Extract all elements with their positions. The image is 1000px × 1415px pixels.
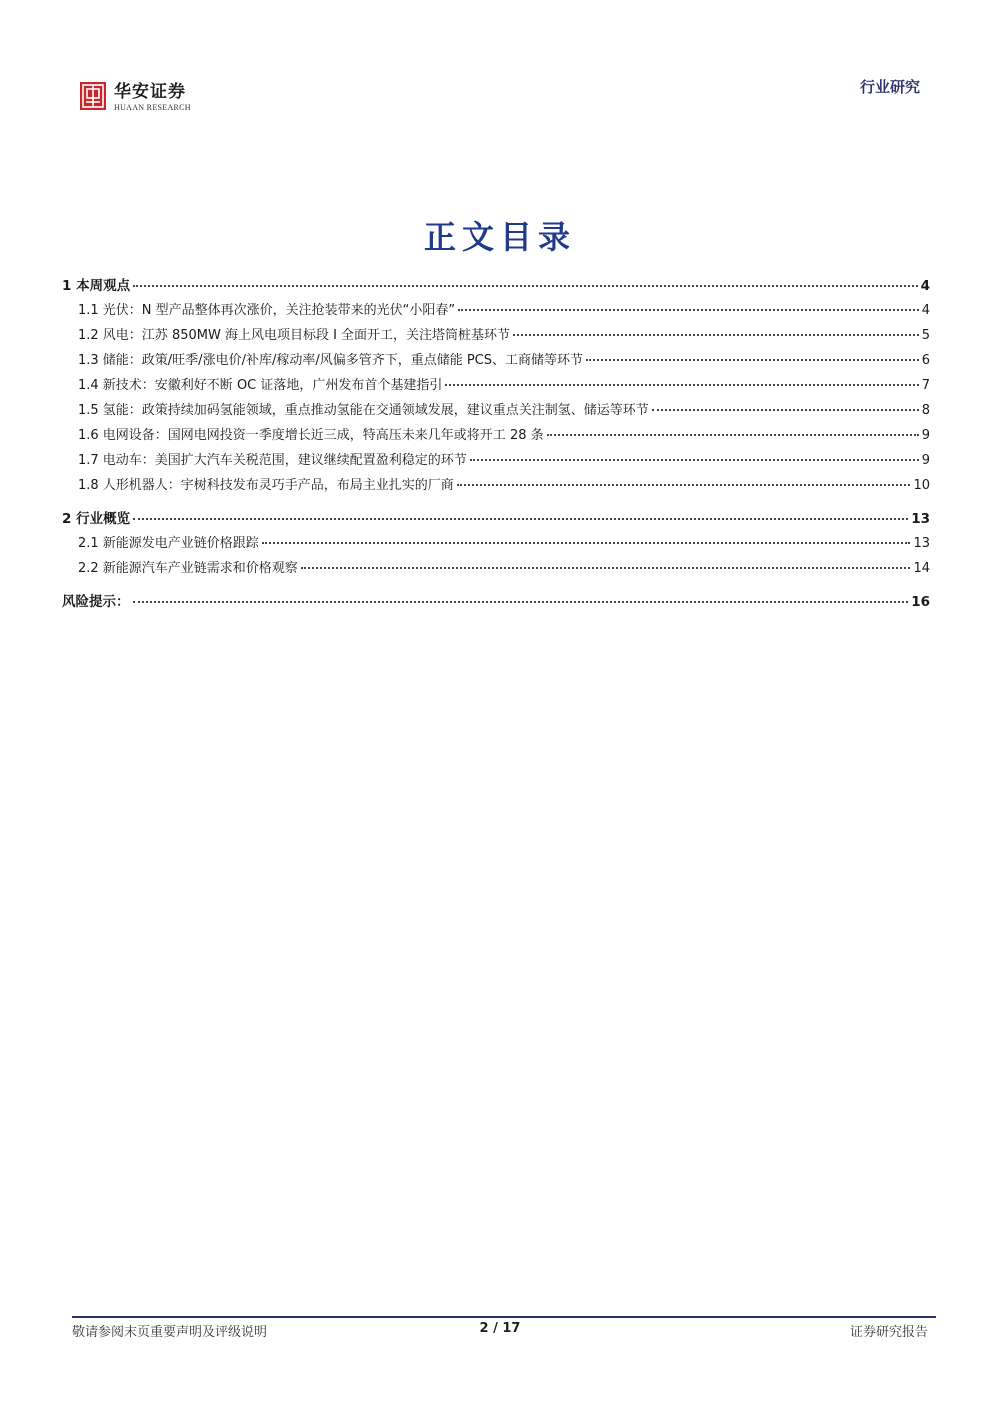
toc-entry[interactable] xyxy=(62,299,930,324)
toc-entry-page: 8 xyxy=(921,403,930,418)
toc-entry[interactable] xyxy=(62,324,930,349)
toc-entry-page: 13 xyxy=(913,536,930,551)
toc-entry-page: 14 xyxy=(913,561,930,576)
toc-dot-leader xyxy=(547,434,919,436)
toc-entry-title: 1.6 电网设备：国网电网投资一季度增长近三成，特高压未来几年或将开工 28 条 xyxy=(78,428,544,443)
toc-dot-leader xyxy=(458,309,919,311)
toc-entry[interactable] xyxy=(62,507,930,532)
page-footer xyxy=(72,1321,928,1341)
toc-entry[interactable] xyxy=(62,374,930,399)
toc-entry-title: 1 本周观点 xyxy=(62,278,131,294)
toc-dot-leader xyxy=(133,285,918,287)
toc-entry[interactable] xyxy=(62,274,930,299)
toc-entry-page: 6 xyxy=(921,353,930,368)
toc-entry-title: 1.8 人形机器人：宇树科技发布灵巧手产品，布局主业扎实的厂商 xyxy=(78,478,454,493)
toc-entry-title: 2 行业概览 xyxy=(62,511,131,527)
toc-entry-page: 7 xyxy=(921,378,930,393)
toc-dot-leader xyxy=(262,542,911,544)
toc-entry-page: 13 xyxy=(911,511,930,527)
toc-entry-title: 1.2 风电：江苏 850MW 海上风电项目标段 I 全面开工，关注塔筒桩基环节 xyxy=(78,328,511,343)
toc-entry[interactable] xyxy=(62,557,930,582)
toc-entry[interactable] xyxy=(62,349,930,374)
toc-entry-title: 风险提示： xyxy=(62,594,130,610)
toc-entry-page: 10 xyxy=(913,478,930,493)
logo-chinese-name: 华安证券 xyxy=(114,82,186,102)
toc-entry-page: 4 xyxy=(920,278,930,294)
toc-entry[interactable] xyxy=(62,590,930,615)
toc-dot-leader xyxy=(301,567,911,569)
toc-entry[interactable] xyxy=(62,424,930,449)
toc-dot-leader xyxy=(652,409,919,411)
toc-entry-title: 1.1 光伏：N 型产品整体再次涨价，关注抢装带来的光伏“小阳春” xyxy=(78,303,456,318)
toc-dot-leader xyxy=(586,359,919,361)
table-of-contents xyxy=(62,274,930,615)
huaan-seal-icon xyxy=(80,82,106,110)
toc-title: 正文目录 xyxy=(423,218,576,256)
page-header xyxy=(0,0,1000,120)
toc-entry[interactable] xyxy=(62,532,930,557)
toc-entry[interactable] xyxy=(62,449,930,474)
toc-dot-leader xyxy=(133,518,908,520)
toc-entry-page: 9 xyxy=(921,428,930,443)
toc-entry-title: 1.5 氢能：政策持续加码氢能领域，重点推动氢能在交通领域发展，建议重点关注制氢、储运等环节 xyxy=(78,403,649,418)
toc-entry-title: 1.7 电动车：美国扩大汽车关税范围，建议继续配置盈利稳定的环节 xyxy=(78,453,467,468)
toc-entry-page: 5 xyxy=(921,328,930,343)
toc-entry-title: 1.3 储能：政策/旺季/涨电价/补库/稼动率/风偏多管齐下，重点储能 PCS、工商储等环节 xyxy=(78,353,584,368)
toc-entry[interactable] xyxy=(62,474,930,499)
toc-dot-leader xyxy=(457,484,911,486)
footer-doc-type: 证券研究报告 xyxy=(849,1325,928,1340)
toc-entry-page: 4 xyxy=(921,303,930,318)
toc-entry-title: 1.4 新技术：安徽利好不断 OC 证落地，广州发布首个基建指引 xyxy=(78,378,443,393)
toc-dot-leader xyxy=(133,601,909,603)
page-number: 2 / 17 xyxy=(479,1321,521,1336)
report-category: 行业研究 xyxy=(859,78,920,96)
logo-english-name: HUAAN RESEARCH xyxy=(114,103,191,112)
toc-dot-leader xyxy=(445,384,918,386)
toc-entry-title: 2.1 新能源发电产业链价格跟踪 xyxy=(78,536,259,551)
toc-dot-leader xyxy=(470,459,919,461)
footer-divider xyxy=(72,1316,936,1318)
toc-entry-page: 16 xyxy=(911,594,930,610)
company-logo xyxy=(80,82,191,112)
toc-entry-title: 2.2 新能源汽车产业链需求和价格观察 xyxy=(78,561,298,576)
toc-entry-page: 9 xyxy=(921,453,930,468)
toc-entry[interactable] xyxy=(62,399,930,424)
toc-dot-leader xyxy=(513,334,919,336)
footer-disclaimer: 敬请参阅末页重要声明及评级说明 xyxy=(72,1325,268,1340)
